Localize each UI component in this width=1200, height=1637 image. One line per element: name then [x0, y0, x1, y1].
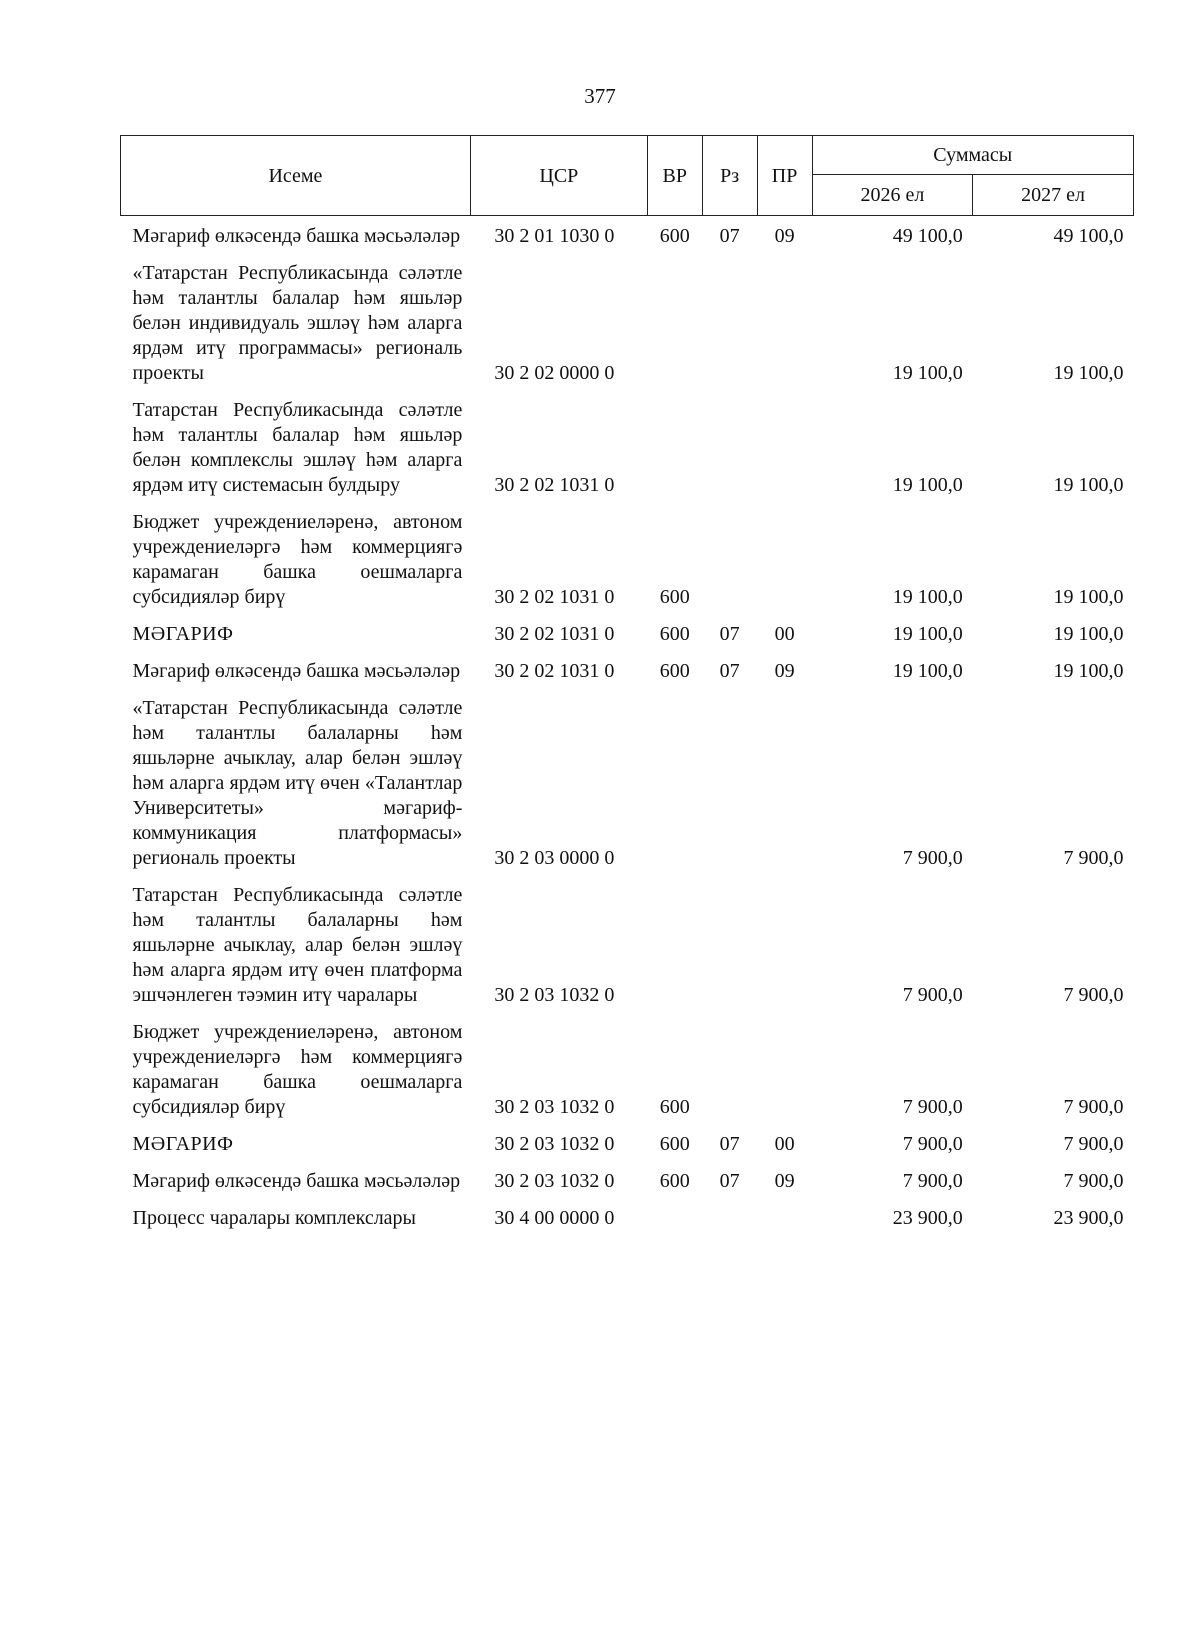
row-vr-code [647, 390, 702, 502]
table-row [121, 216, 1134, 254]
row-name: «Татарстан Республикасында сәләтле һәм талантлы балалар һәм яшьләр белән индивидуаль эшләү һәм аларга ярдәм итү программасы» региональ проекты [132, 262, 463, 384]
header-year-2026: 2026 ел [812, 175, 973, 216]
row-name: Бюджет учреждениеләренә, автоном учреждениеләргә һәм коммерциягә карамаган башка оешмаларга субсидияләр бирү [132, 511, 463, 608]
row-amount-2027: 23 900,0 [1053, 1207, 1124, 1229]
table-body [121, 216, 1134, 1236]
table-row [121, 1012, 1134, 1124]
row-csr-code: 30 2 02 0000 0 [494, 362, 615, 384]
row-pr-code [757, 502, 812, 614]
row-name: «Татарстан Республикасында сәләтле һәм талантлы балаларны һәм яшьләрне ачыклау, алар белән эшләү һәм аларга ярдәм итү өчен «Талантлар Университеты» мәгариф-коммуникация платформасы» региональ проекты [132, 697, 463, 869]
row-amount-2026: 7 900,0 [902, 1096, 963, 1118]
row-rz-code: 07 [719, 623, 740, 645]
row-amount-2026: 7 900,0 [902, 1170, 963, 1192]
row-amount-2026: 23 900,0 [892, 1207, 963, 1229]
row-pr-code: 09 [774, 1170, 795, 1192]
row-pr-code [757, 390, 812, 502]
row-rz-code: 07 [719, 1133, 740, 1155]
table-row [121, 390, 1134, 502]
row-amount-2027: 19 100,0 [1053, 660, 1124, 682]
row-csr-code: 30 2 01 1030 0 [494, 225, 615, 247]
row-pr-code: 09 [774, 660, 795, 682]
row-rz-code [702, 390, 757, 502]
row-rz-code [702, 1198, 757, 1235]
row-amount-2026: 7 900,0 [902, 1133, 963, 1155]
row-amount-2026: 49 100,0 [892, 225, 963, 247]
row-csr-code: 30 2 03 0000 0 [494, 847, 615, 869]
row-rz-code: 07 [719, 225, 740, 247]
row-amount-2027: 19 100,0 [1053, 586, 1124, 608]
row-pr-code: 00 [774, 623, 795, 645]
header-csr: ЦСР [470, 136, 647, 216]
row-name: Мәгариф өлкәсендә башка мәсьәләләр [132, 660, 461, 682]
budget-table [120, 135, 1134, 1235]
row-pr-code [757, 1012, 812, 1124]
header-pr: ПР [757, 136, 812, 216]
row-csr-code: 30 2 03 1032 0 [494, 1133, 615, 1155]
row-rz-code [702, 688, 757, 875]
row-name: Бюджет учреждениеләренә, автоном учреждениеләргә һәм коммерциягә карамаган башка оешмаларга субсидияләр бирү [132, 1021, 463, 1118]
header-name: Исеме [121, 136, 471, 216]
row-pr-code [757, 1198, 812, 1235]
row-name: Татарстан Республикасында сәләтле һәм талантлы балаларны һәм яшьләрне ачыклау, алар белән эшләү һәм аларга ярдәм итү өчен платформа эшчәнлеген тәэмин итү чаралары [132, 884, 463, 1006]
row-amount-2027: 19 100,0 [1053, 474, 1124, 496]
table-row [121, 1198, 1134, 1235]
header-vr: ВР [647, 136, 702, 216]
header-year-2027: 2027 ел [973, 175, 1134, 216]
table-row [121, 502, 1134, 614]
row-vr-code: 600 [659, 586, 690, 608]
row-vr-code [647, 875, 702, 1012]
row-amount-2027: 7 900,0 [1063, 1170, 1124, 1192]
row-name: Мәгариф өлкәсендә башка мәсьәләләр [132, 1170, 461, 1192]
row-name: МӘГАРИФ [132, 1133, 234, 1155]
row-csr-code: 30 2 03 1032 0 [494, 984, 615, 1006]
row-amount-2027: 49 100,0 [1053, 225, 1124, 247]
row-pr-code [757, 253, 812, 390]
row-amount-2027: 7 900,0 [1063, 847, 1124, 869]
row-amount-2026: 19 100,0 [892, 660, 963, 682]
row-pr-code: 09 [774, 225, 795, 247]
row-name: МӘГАРИФ [132, 623, 234, 645]
row-pr-code [757, 875, 812, 1012]
row-amount-2027: 7 900,0 [1063, 1096, 1124, 1118]
row-amount-2027: 19 100,0 [1053, 623, 1124, 645]
row-rz-code [702, 1012, 757, 1124]
row-pr-code: 00 [774, 1133, 795, 1155]
row-csr-code: 30 4 00 0000 0 [494, 1207, 615, 1229]
row-vr-code [647, 253, 702, 390]
row-name: Мәгариф өлкәсендә башка мәсьәләләр [132, 225, 461, 247]
row-name: Процесс чаралары комплекслары [132, 1207, 416, 1229]
table-row [121, 1161, 1134, 1198]
row-rz-code [702, 875, 757, 1012]
row-amount-2027: 19 100,0 [1053, 362, 1124, 384]
table-row [121, 651, 1134, 688]
table-row [121, 614, 1134, 651]
row-rz-code: 07 [719, 660, 740, 682]
row-csr-code: 30 2 02 1031 0 [494, 586, 615, 608]
row-vr-code: 600 [659, 225, 690, 247]
header-sums: Суммасы [812, 136, 1133, 175]
row-amount-2026: 19 100,0 [892, 474, 963, 496]
header-rz: Рз [702, 136, 757, 216]
table-row [121, 1124, 1134, 1161]
row-csr-code: 30 2 02 1031 0 [494, 474, 615, 496]
row-vr-code [647, 688, 702, 875]
row-name: Татарстан Республикасында сәләтле һәм талантлы балалар һәм яшьләр белән комплекслы эшләү һәм аларга ярдәм итү системасын булдыру [132, 399, 463, 496]
row-csr-code: 30 2 03 1032 0 [494, 1170, 615, 1192]
row-vr-code: 600 [659, 660, 690, 682]
row-amount-2027: 7 900,0 [1063, 984, 1124, 1006]
row-amount-2026: 19 100,0 [892, 362, 963, 384]
row-amount-2027: 7 900,0 [1063, 1133, 1124, 1155]
row-csr-code: 30 2 02 1031 0 [494, 623, 615, 645]
table-row [121, 875, 1134, 1012]
row-amount-2026: 7 900,0 [902, 847, 963, 869]
row-amount-2026: 19 100,0 [892, 623, 963, 645]
row-rz-code: 07 [719, 1170, 740, 1192]
row-csr-code: 30 2 02 1031 0 [494, 660, 615, 682]
row-amount-2026: 19 100,0 [892, 586, 963, 608]
table-row [121, 688, 1134, 875]
row-vr-code [647, 1198, 702, 1235]
row-vr-code: 600 [659, 1096, 690, 1118]
row-vr-code: 600 [659, 623, 690, 645]
table-row [121, 253, 1134, 390]
row-csr-code: 30 2 03 1032 0 [494, 1096, 615, 1118]
page-number: 377 [584, 84, 616, 108]
table-header [121, 136, 1134, 216]
row-pr-code [757, 688, 812, 875]
row-vr-code: 600 [659, 1133, 690, 1155]
row-vr-code: 600 [659, 1170, 690, 1192]
row-rz-code [702, 502, 757, 614]
row-rz-code [702, 253, 757, 390]
row-amount-2026: 7 900,0 [902, 984, 963, 1006]
